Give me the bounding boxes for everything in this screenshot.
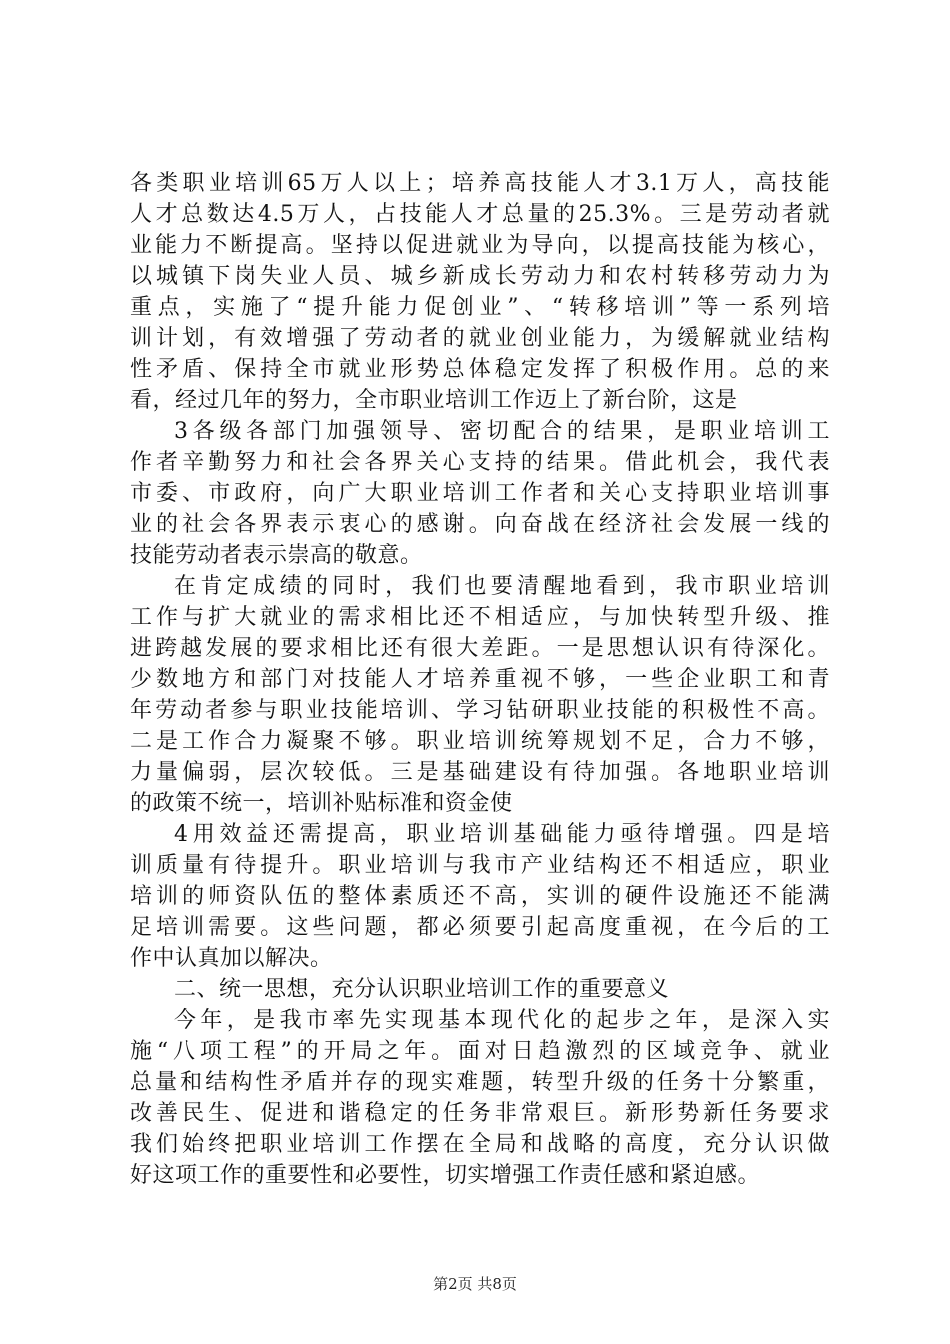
text-line: 二是工作合力凝聚不够。职业培训统筹规划不足，合力不够， — [130, 729, 830, 754]
text-line: 3各级各部门加强领导、密切配合的结果，是职业培训工 — [174, 419, 830, 444]
text-line: 的政策不统一，培训补贴标准和资金使 — [130, 791, 513, 816]
page-number-footer: 第2页 共8页 — [433, 1275, 517, 1293]
text-line: 施“八项工程”的开局之年。面对日趋激烈的区域竞争、就业 — [130, 1039, 830, 1064]
text-line: 人才总数达4.5万人，占技能人才总量的25.3%。三是劳动者就 — [130, 202, 830, 227]
text-line: 少数地方和部门对技能人才培养重视不够，一些企业职工和青 — [130, 667, 830, 692]
text-line: 各类职业培训65万人以上；培养高技能人才3.1万人，高技能 — [130, 171, 830, 196]
text-line: 进跨越发展的要求相比还有很大差距。一是思想认识有待深化。 — [130, 636, 830, 661]
text-line: 作中认真加以解决。 — [130, 946, 333, 971]
text-line: 二、统一思想，充分认识职业培训工作的重要意义 — [174, 977, 670, 1002]
text-line: 性矛盾、保持全市就业形势总体稳定发挥了积极作用。总的来 — [130, 357, 830, 382]
text-line: 业能力不断提高。坚持以促进就业为导向，以提高技能为核心， — [130, 233, 830, 258]
text-line: 今年，是我市率先实现基本现代化的起步之年，是深入实 — [174, 1008, 830, 1033]
text-line: 市委、市政府，向广大职业培训工作者和关心支持职业培训事 — [130, 481, 830, 506]
text-line: 年劳动者参与职业技能培训、学习钻研职业技能的积极性不高。 — [130, 698, 830, 723]
text-line: 训计划，有效增强了劳动者的就业创业能力，为缓解就业结构 — [130, 326, 830, 351]
text-line: 训质量有待提升。职业培训与我市产业结构还不相适应，职业 — [130, 853, 830, 878]
text-line: 重点，实施了“提升能力促创业”、“转移培训”等一系列培 — [130, 295, 830, 320]
text-line: 作者辛勤努力和社会各界关心支持的结果。借此机会，我代表 — [130, 450, 830, 475]
text-line: 业的社会各界表示衷心的感谢。向奋战在经济社会发展一线的 — [130, 512, 830, 537]
text-line: 技能劳动者表示崇高的敬意。 — [130, 543, 423, 568]
text-line: 总量和结构性矛盾并存的现实难题，转型升级的任务十分繁重， — [130, 1070, 830, 1095]
text-line: 看，经过几年的努力，全市职业培训工作迈上了新台阶，这是 — [130, 388, 738, 413]
text-line: 工作与扩大就业的需求相比还不相适应，与加快转型升级、推 — [130, 605, 830, 630]
text-line: 4用效益还需提高，职业培训基础能力亟待增强。四是培 — [174, 822, 830, 847]
text-line: 在肯定成绩的同时，我们也要清醒地看到，我市职业培训 — [174, 574, 830, 599]
text-line: 我们始终把职业培训工作摆在全局和战略的高度，充分认识做 — [130, 1132, 830, 1157]
text-line: 足培训需要。这些问题，都必须要引起高度重视，在今后的工 — [130, 915, 830, 940]
text-line: 力量偏弱，层次较低。三是基础建设有待加强。各地职业培训 — [130, 760, 830, 785]
text-line: 改善民生、促进和谐稳定的任务非常艰巨。新形势新任务要求 — [130, 1101, 830, 1126]
text-line: 培训的师资队伍的整体素质还不高，实训的硬件设施还不能满 — [130, 884, 830, 909]
text-line: 以城镇下岗失业人员、城乡新成长劳动力和农村转移劳动力为 — [130, 264, 830, 289]
document-body — [130, 168, 830, 1191]
text-line: 好这项工作的重要性和必要性，切实增强工作责任感和紧迫感。 — [130, 1163, 761, 1188]
